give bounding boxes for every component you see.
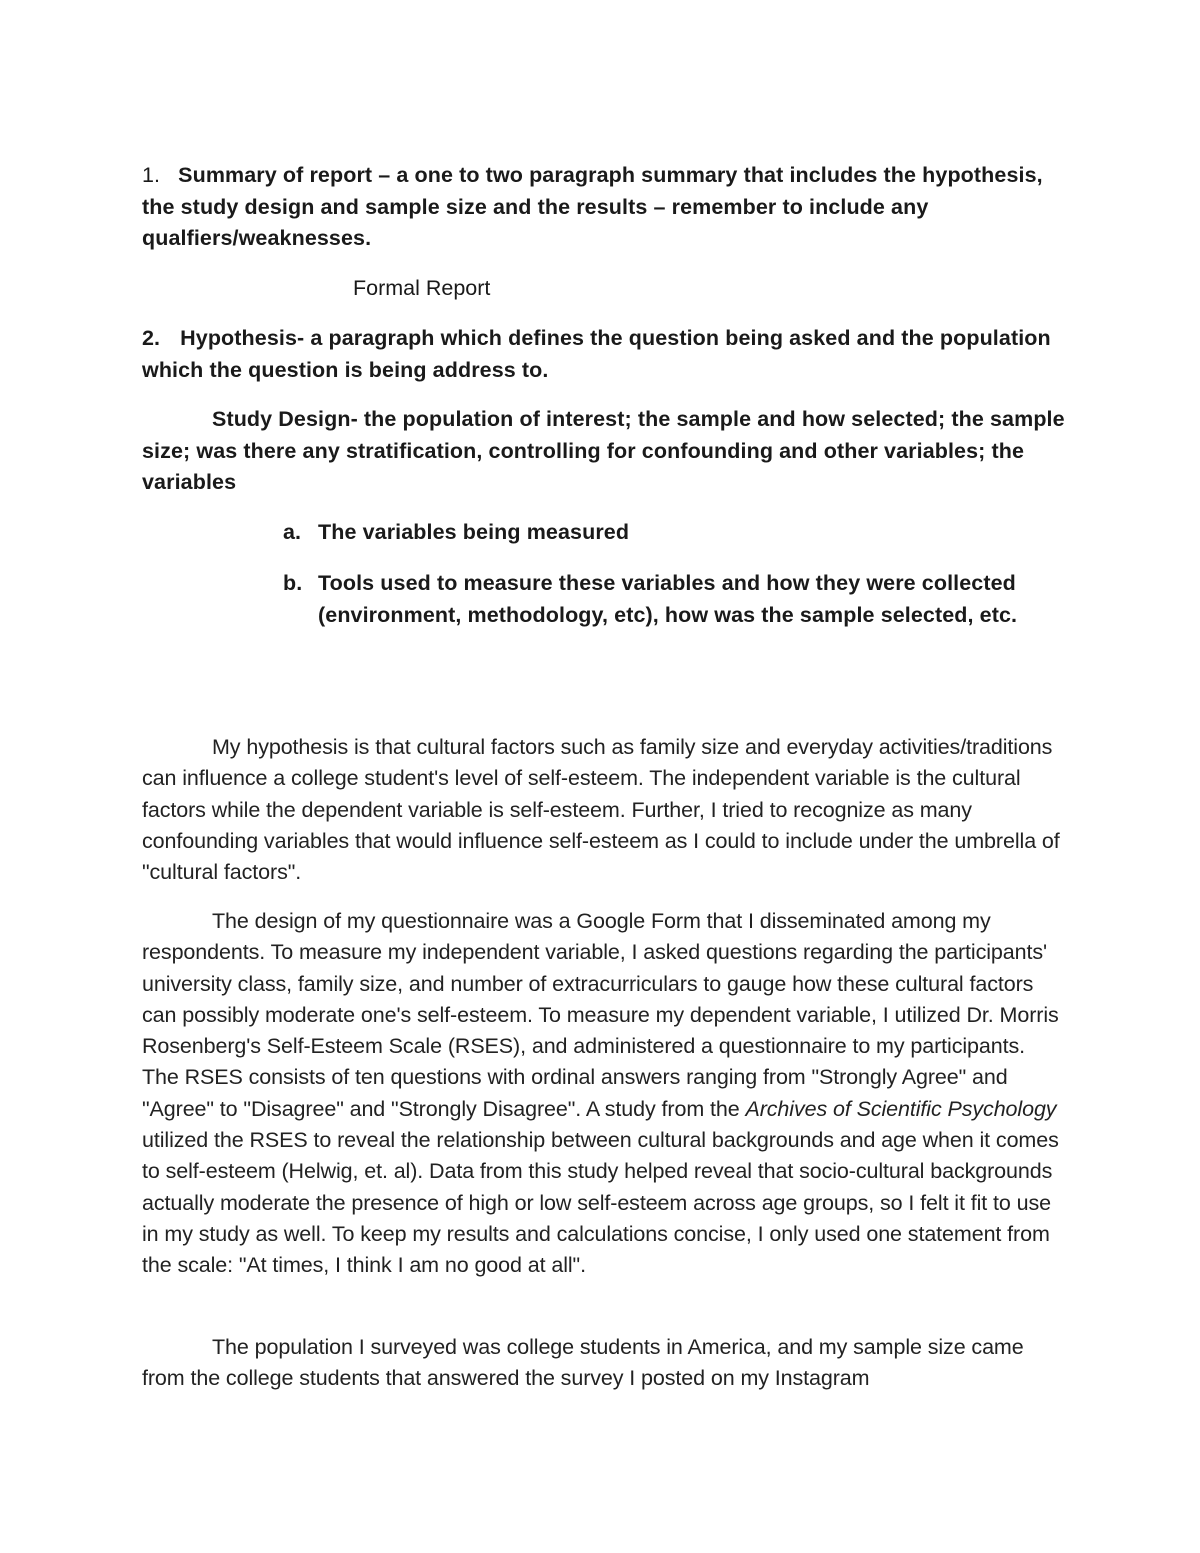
formal-report-heading: Formal Report <box>353 276 491 300</box>
subitem-letter-b: b. <box>283 571 303 595</box>
subitem-text-a: The variables being measured <box>318 520 630 544</box>
subitem-text-b: Tools used to measure these variables and how they were collected (environment, methodology, etc), how was the sample selected, etc. <box>318 571 1018 627</box>
design-paragraph <box>142 906 1062 1282</box>
population-paragraph: The population I surveyed was college students in America, and my sample size came from the college students that answered the survey I posted on my Instagram <box>142 1335 1024 1391</box>
summary-instruction <box>142 160 1072 255</box>
design-paragraph-part-2: utilized the RSES to reveal the relationship between cultural backgrounds and age when it comes to self-esteem (Helwig, et. al). Data from this study helped reveal that socio-cultural backgrounds actually moderate the presence of high or low self-esteem across age groups, so I felt it fit to use in my study as well. To keep my results and calculations concise, I only used one statement from the scale: "At times, I think I am no good at all". <box>142 1128 1059 1278</box>
subitem-a <box>283 517 1043 549</box>
subitem-b <box>283 568 1043 631</box>
hypothesis-paragraph: My hypothesis is that cultural factors such as family size and everyday activities/traditions can influence a college student's level of self-esteem. The independent variable is the cultural factors while the dependent variable is self-esteem. Further, I tried to recognize as many confounding variables that would influence self-esteem as I could to include under the umbrella of "cultural factors". <box>142 735 1060 885</box>
design-paragraph-part-1: The design of my questionnaire was a Google Form that I disseminated among my respondents. To measure my independent variable, I asked questions regarding the participants' university class, family size, and number of extracurriculars to gauge how these cultural factors can possibly moderate one's self-esteem. To measure my dependent variable, I utilized Dr. Morris Rosenberg's Self-Esteem Scale (RSES), and administered a questionnaire to my participants. The RSES consists of ten questions with ordinal answers ranging from "Strongly Agree" and "Agree" to "Disagree" and "Strongly Disagree". A study from the <box>142 909 1059 1121</box>
hypothesis-instruction-text: Hypothesis- a paragraph which defines the question being asked and the population which the question is being address to. <box>142 326 1051 382</box>
summary-instruction-text: Summary of report – a one to two paragraph summary that includes the hypothesis, the study design and sample size and the results – remember to include any qualfiers/weaknesses. <box>142 163 1043 250</box>
item-number-2: 2. <box>142 326 161 350</box>
study-design-instruction: Study Design- the population of interest; the sample and how selected; the sample size; was there any stratification, controlling for confounding and other variables; the variables <box>142 407 1065 494</box>
hypothesis-instruction <box>142 323 1072 386</box>
journal-title: Archives of Scientific Psychology <box>745 1096 1057 1121</box>
subitem-letter-a: a. <box>283 520 302 544</box>
item-number-1: 1. <box>142 163 161 187</box>
